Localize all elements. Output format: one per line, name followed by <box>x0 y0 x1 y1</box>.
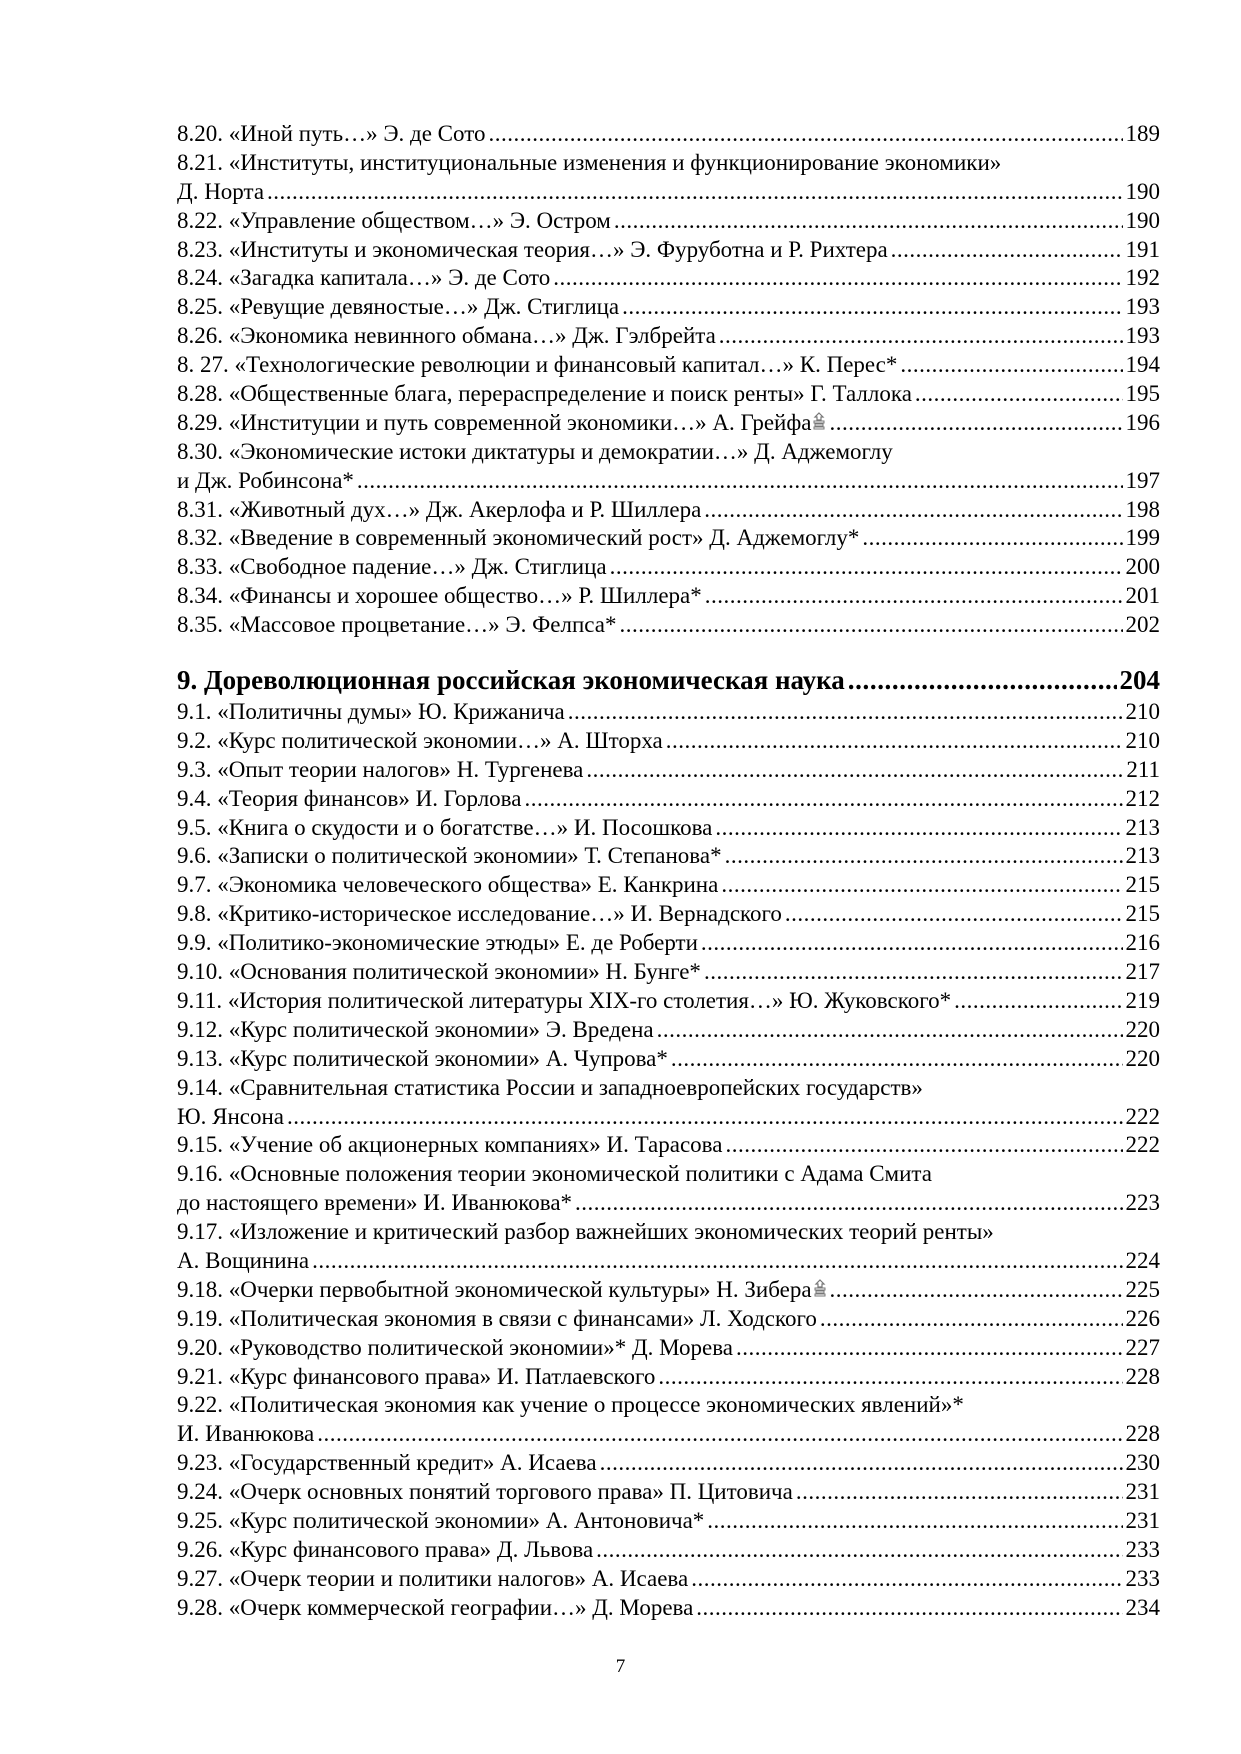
toc-entry-page: 210 <box>1125 699 1160 725</box>
toc-entry-page: 196 <box>1125 409 1160 435</box>
toc-entry-title: до настоящего времени» И. Иванюкова* <box>177 1190 573 1216</box>
leader-dots <box>586 756 1123 785</box>
toc-entry-page: 233 <box>1125 1536 1160 1562</box>
toc-entry-page: 193 <box>1125 323 1160 349</box>
leader-dots <box>915 380 1123 409</box>
toc-entry-title: и Дж. Робинсона* <box>177 467 354 493</box>
toc-entry-page: 228 <box>1125 1421 1160 1447</box>
page-number: 7 <box>615 1656 626 1677</box>
leader-dots <box>524 785 1122 814</box>
toc-entry-page: 216 <box>1125 930 1160 956</box>
toc-entry <box>177 1276 1160 1305</box>
toc-entry <box>177 1565 1160 1594</box>
toc-entry <box>177 1536 1160 1565</box>
table-of-contents <box>177 120 1160 1623</box>
toc-entry <box>177 1478 1160 1507</box>
toc-entry <box>177 524 1160 553</box>
toc-entry-page: 231 <box>1125 1507 1160 1533</box>
toc-entry-title: 8.34. «Финансы и хорошее общество…» Р. Шиллера* <box>177 583 702 609</box>
toc-entry-page: 198 <box>1125 496 1160 522</box>
leader-dots <box>829 409 1122 438</box>
toc-entry-page: 200 <box>1125 554 1160 580</box>
toc-entry <box>177 958 1160 987</box>
toc-entry <box>177 842 1160 871</box>
toc-group-chapter-8 <box>177 120 1160 640</box>
toc-entry-title: 8.32. «Введение в современный экономический рост» Д. Аджемоглу* <box>177 525 860 551</box>
toc-entry-title: Ю. Янсона <box>177 1103 285 1129</box>
toc-entry-page: 212 <box>1125 785 1160 811</box>
toc-entry-title: 9.19. «Политическая экономия в связи с финансами» Л. Ходского <box>177 1305 817 1331</box>
toc-entry <box>177 871 1160 900</box>
toc-entry-title: 9.13. «Курс политической экономии» А. Чупрова* <box>177 1045 668 1071</box>
toc-entry-title: 9.17. «Изложение и критический разбор важнейших экономических теорий ренты» <box>177 1219 994 1245</box>
toc-entry <box>177 322 1160 351</box>
toc-entry <box>177 1507 1160 1536</box>
leader-dots <box>796 1478 1123 1507</box>
toc-entry <box>177 438 1160 467</box>
toc-entry-title: 9.10. «Основания политической экономии» Н. Бунге* <box>177 959 701 985</box>
leader-dots <box>357 467 1123 496</box>
toc-entry-page: 199 <box>1125 525 1160 551</box>
leader-dots <box>575 1189 1122 1218</box>
section-title: 9. Дореволюционная российская экономическая наука <box>177 665 845 696</box>
toc-entry-page: 195 <box>1125 381 1160 407</box>
toc-entry-title: 9.28. «Очерк коммерческой географии…» Д. Морева <box>177 1594 694 1620</box>
toc-entry <box>177 1449 1160 1478</box>
toc-entry <box>177 929 1160 958</box>
leader-dots <box>287 1103 1122 1132</box>
toc-entry-title: И. Иванюкова <box>177 1421 315 1447</box>
leader-dots <box>317 1420 1122 1449</box>
leader-dots <box>862 524 1122 553</box>
toc-entry-title: 8.28. «Общественные блага, перераспределение и поиск ренты» Г. Таллока <box>177 381 912 407</box>
toc-entry-page: 222 <box>1125 1132 1160 1158</box>
toc-entry-page: 192 <box>1125 265 1160 291</box>
toc-entry-title: 8.29. «Институции и путь современной экономики…» А. Грейфа <box>177 409 812 435</box>
toc-entry-title: 9.9. «Политико-экономические этюды» Е. де Роберти <box>177 930 698 956</box>
toc-entry <box>177 380 1160 409</box>
toc-entry <box>177 120 1160 149</box>
leader-dots <box>701 929 1123 958</box>
leader-dots <box>705 582 1123 611</box>
toc-entry-page: 224 <box>1125 1247 1160 1273</box>
toc-entry-page: 233 <box>1125 1565 1160 1591</box>
toc-entry-title: 9.12. «Курс политической экономии» Э. Вредена <box>177 1016 654 1042</box>
toc-entry-title: 9.23. «Государственный кредит» А. Исаева <box>177 1450 597 1476</box>
toc-entry-page: 210 <box>1125 727 1160 753</box>
toc-entry-title: 9.27. «Очерк теории и политики налогов» А. Исаева <box>177 1565 689 1591</box>
toc-entry-title: 8.24. «Загадка капитала…» Э. де Сото <box>177 265 551 291</box>
scan-artifact-icon <box>812 409 826 427</box>
toc-entry-page: 219 <box>1125 987 1160 1013</box>
toc-entry-page: 211 <box>1126 756 1160 782</box>
toc-entry-page: 225 <box>1125 1276 1160 1302</box>
toc-entry-page: 217 <box>1125 959 1160 985</box>
toc-entry-page: 201 <box>1125 583 1160 609</box>
toc-entry-title: 9.8. «Критико-историческое исследование…» И. Вернадского <box>177 901 782 927</box>
toc-entry-page: 202 <box>1125 612 1160 638</box>
toc-entry-page: 215 <box>1125 901 1160 927</box>
section-heading <box>177 662 1160 698</box>
leader-dots <box>267 178 1122 207</box>
toc-entry <box>177 1420 1160 1449</box>
toc-entry-page: 222 <box>1125 1103 1160 1129</box>
leader-dots <box>600 1449 1123 1478</box>
toc-entry <box>177 1045 1160 1074</box>
toc-entry <box>177 553 1160 582</box>
toc-entry <box>177 1189 1160 1218</box>
leader-dots <box>488 120 1122 149</box>
toc-entry <box>177 1103 1160 1132</box>
toc-entry-title: 8.31. «Животный дух…» Дж. Акерлофа и Р. Шиллера <box>177 496 702 522</box>
toc-entry-title: 9.1. «Политичны думы» Ю. Крижанича <box>177 699 565 725</box>
toc-entry-title: 9.21. «Курс финансового права» И. Патлаевского <box>177 1363 656 1389</box>
toc-entry-title: А. Вощинина <box>177 1247 310 1273</box>
toc-entry-page: 191 <box>1125 236 1160 262</box>
toc-entry-title: 8.26. «Экономика невинного обмана…» Дж. Гэлбрейта <box>177 323 716 349</box>
toc-entry-title: 9.20. «Руководство политической экономии»* Д. Морева <box>177 1334 733 1360</box>
toc-entry-page: 193 <box>1125 294 1160 320</box>
leader-dots <box>725 1131 1122 1160</box>
toc-entry <box>177 582 1160 611</box>
leader-dots <box>830 1276 1123 1305</box>
toc-entry <box>177 149 1160 178</box>
leader-dots <box>725 842 1123 871</box>
toc-entry <box>177 1218 1160 1247</box>
toc-entry-title: 9.5. «Книга о скудости и о богатстве…» И. Посошкова <box>177 814 713 840</box>
toc-entry-title: 9.16. «Основные положения теории экономической политики с Адама Смита <box>177 1161 932 1187</box>
toc-entry <box>177 1016 1160 1045</box>
leader-dots <box>954 987 1122 1016</box>
leader-dots <box>691 1565 1122 1594</box>
toc-entry-title: 8.20. «Иной путь…» Э. де Сото <box>177 121 486 146</box>
toc-entry-title: 9.6. «Записки о политической экономии» Т. Степанова* <box>177 843 722 869</box>
toc-entry <box>177 727 1160 756</box>
toc-entry-page: 223 <box>1125 1190 1160 1216</box>
toc-entry-title: 9.11. «История политической литературы XIX-го столетия…» Ю. Жуковского* <box>177 987 952 1013</box>
leader-dots <box>622 293 1122 322</box>
toc-entry-title: 8.23. «Институты и экономическая теория…» Э. Фуруботна и Р. Рихтера <box>177 236 888 262</box>
toc-entry <box>177 1305 1160 1334</box>
leader-dots <box>785 900 1123 929</box>
leader-dots <box>312 1247 1122 1276</box>
toc-entry <box>177 1160 1160 1189</box>
leader-dots <box>891 236 1123 265</box>
toc-entry-page: 228 <box>1125 1363 1160 1389</box>
toc-entry <box>177 1363 1160 1392</box>
toc-entry-page: 190 <box>1125 207 1160 233</box>
toc-entry-title: 8.30. «Экономические истоки диктатуры и демократии…» Д. Аджемоглу <box>177 438 893 464</box>
leader-dots <box>553 264 1122 293</box>
toc-entry-title: 9.22. «Политическая экономия как учение о процессе экономических явлений»* <box>177 1392 964 1418</box>
toc-entry-page: 227 <box>1125 1334 1160 1360</box>
leader-dots <box>568 698 1123 727</box>
toc-entry-page: 215 <box>1125 872 1160 898</box>
leader-dots <box>848 662 1117 698</box>
toc-entry-page: 220 <box>1125 1016 1160 1042</box>
toc-entry <box>177 467 1160 496</box>
toc-entry-title: 9.4. «Теория финансов» И. Горлова <box>177 785 522 811</box>
toc-entry-title: 9.18. «Очерки первобытной экономической культуры» Н. Зибера <box>177 1276 812 1302</box>
leader-dots <box>658 1363 1122 1392</box>
toc-entry-title: 9.25. «Курс политической экономии» А. Антоновича* <box>177 1507 705 1533</box>
leader-dots <box>707 1507 1122 1536</box>
leader-dots <box>721 871 1122 900</box>
toc-entry-page: 194 <box>1125 352 1160 378</box>
toc-entry <box>177 264 1160 293</box>
leader-dots <box>704 496 1122 525</box>
leader-dots <box>657 1016 1123 1045</box>
toc-entry <box>177 178 1160 207</box>
toc-entry <box>177 207 1160 236</box>
toc-entry-title: 9.24. «Очерк основных понятий торгового права» П. Цитовича <box>177 1479 793 1505</box>
leader-dots <box>619 611 1122 640</box>
toc-entry-title: 9.15. «Учение об акционерных компаниях» И. Тарасова <box>177 1132 723 1158</box>
toc-entry-page: 213 <box>1125 814 1160 840</box>
toc-entry-title: Д. Норта <box>177 178 265 204</box>
toc-entry-page: 220 <box>1125 1045 1160 1071</box>
toc-entry-title: 9.3. «Опыт теории налогов» Н. Тургенева <box>177 756 584 782</box>
leader-dots <box>666 727 1123 756</box>
section-page: 204 <box>1119 665 1160 696</box>
scan-artifact-icon <box>813 1276 827 1294</box>
leader-dots <box>900 351 1122 380</box>
leader-dots <box>596 1536 1122 1565</box>
toc-entry <box>177 611 1160 640</box>
toc-entry-page: 231 <box>1125 1479 1160 1505</box>
toc-entry-page: 190 <box>1125 178 1160 204</box>
toc-group-chapter-9 <box>177 698 1160 1623</box>
toc-entry-page: 230 <box>1125 1450 1160 1476</box>
toc-entry <box>177 814 1160 843</box>
leader-dots <box>614 207 1123 236</box>
toc-entry <box>177 293 1160 322</box>
leader-dots <box>715 814 1122 843</box>
leader-dots <box>719 322 1123 351</box>
toc-entry-page: 197 <box>1125 467 1160 493</box>
toc-entry-title: 8. 27. «Технологические революции и финансовый капитал…» К. Перес* <box>177 352 898 378</box>
leader-dots <box>696 1594 1122 1623</box>
toc-entry-title: 8.21. «Институты, институциональные изменения и функционирование экономики» <box>177 149 1002 175</box>
toc-entry <box>177 987 1160 1016</box>
leader-dots <box>820 1305 1123 1334</box>
toc-entry-title: 9.2. «Курс политической экономии…» А. Шторха <box>177 727 663 753</box>
toc-entry-title: 8.25. «Ревущие девяностые…» Дж. Стиглица <box>177 294 620 320</box>
toc-entry <box>177 409 1160 438</box>
toc-entry <box>177 1391 1160 1420</box>
toc-entry <box>177 1247 1160 1276</box>
toc-entry-page: 189 <box>1125 121 1160 146</box>
toc-entry <box>177 900 1160 929</box>
leader-dots <box>704 958 1123 987</box>
leader-dots <box>610 553 1123 582</box>
toc-entry-title: 9.26. «Курс финансового права» Д. Львова <box>177 1536 594 1562</box>
toc-entry <box>177 1074 1160 1103</box>
toc-entry <box>177 698 1160 727</box>
toc-entry-page: 234 <box>1125 1594 1160 1620</box>
toc-entry-title: 8.35. «Массовое процветание…» Э. Фелпса* <box>177 612 617 638</box>
toc-entry <box>177 496 1160 525</box>
toc-entry-page: 213 <box>1125 843 1160 869</box>
toc-entry <box>177 1334 1160 1363</box>
leader-dots <box>671 1045 1123 1074</box>
toc-entry-title: 8.33. «Свободное падение…» Дж. Стиглица <box>177 554 607 580</box>
toc-entry <box>177 756 1160 785</box>
toc-entry <box>177 785 1160 814</box>
toc-entry-title: 9.7. «Экономика человеческого общества» Е. Канкрина <box>177 872 719 898</box>
toc-entry-title: 8.22. «Управление обществом…» Э. Остром <box>177 207 611 233</box>
toc-entry-page: 226 <box>1125 1305 1160 1331</box>
toc-entry <box>177 1594 1160 1623</box>
toc-entry <box>177 236 1160 265</box>
leader-dots <box>736 1334 1123 1363</box>
toc-entry <box>177 1131 1160 1160</box>
toc-entry-title: 9.14. «Сравнительная статистика России и западноевропейских государств» <box>177 1074 923 1100</box>
toc-entry <box>177 351 1160 380</box>
